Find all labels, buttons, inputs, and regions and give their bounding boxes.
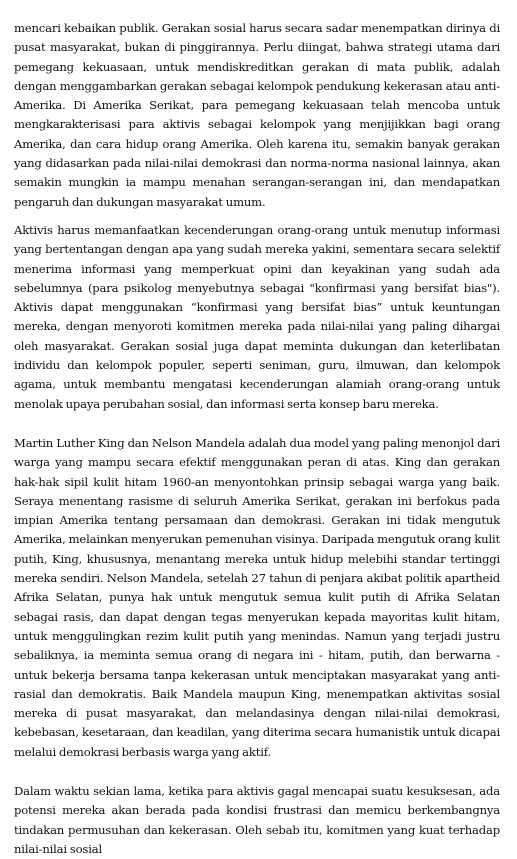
paragraph-1: mencari kebaikan publik. Gerakan sosial harus secara sadar menempatkan dirinya di pusat masyarakat, bukan di pinggirannya. Perlu diingat, bahwa strategi utama dari pemegang kekuasaan, untuk mendiskreditkan gerakan di mata publik, adalah dengan menggambarkan gerakan sebagai kelompok pendukung kekerasan atau anti-Amerika. Di Amerika Serikat, para pemegang kekuasaan telah mencoba untuk mengkarakterisasi para aktivis sebagai kelompok yang menjijikkan bagi orang Amerika, dan cara hidup orang Amerika. Oleh karena itu, semakin banyak gerakan yang didasarkan pada nilai-nilai demokrasi dan norma-norma nasional lainnya, akan semakin mungkin ia mampu menahan serangan-serangan ini, dan mendapatkan pengaruh dan dukungan masyarakat umum. [14,21,500,209]
paragraph-4: Dalam waktu sekian lama, ketika para aktivis gagal mencapai suatu kesuksesan, ada potensi mereka akan berada pada kondisi frustrasi dan memicu berkembangnya tindakan permusuhan dan kekerasan. Oleh sebab itu, komitmen yang kuat terhadap nilai-nilai sosial [14,783,500,856]
body-text [14,19,500,859]
paragraph-3: Martin Luther King dan Nelson Mandela adalah dua model yang paling menonjol dari warga yang mampu secara efektif menggunakan peran di atas. King dan gerakan hak-hak sipil kulit hitam 1960-an menyontohkan prinsip sebagai warga yang baik. Seraya menentang rasisme di seluruh Amerika Serikat, gerakan ini berfokus pada impian Amerika tentang persamaan dan demokrasi. Gerakan ini tidak mengutuk Amerika, melainkan menyerukan pemenuhan visinya. Daripada mengutuk orang kulit putih, King, khususnya, menantang mereka untuk hidup melebihi standar tertinggi mereka sendiri. Nelson Mandela, setelah 27 tahun di penjara akibat politik apartheid Afrika Selatan, punya hak untuk mengutuk semua kulit putih di Afrika Selatan sebagai rasis, dan dapat dengan tegas menyerukan kepada mayoritas kulit hitam, untuk menggulingkan rezim kulit putih yang menindas. Namun yang terjadi justru sebaliknya, ia meminta semua orang di negara ini - hitam, putih, dan berwarna - untuk bekerja bersama tanpa kekerasan untuk menciptakan masyarakat yang anti-rasial dan demokratis. Baik Mandela maupun King, menempatkan aktivitas sosial mereka di pusat masyarakat, dan melandasinya dengan nilai-nilai demokrasi, kebebasan, kesetaraan, dan keadilan, yang diterima secara humanistik untuk dicapai melalui demokrasi berbasis warga yang aktif. [14,435,500,759]
paragraph-2: Aktivis harus memanfaatkan kecenderungan orang-orang untuk menutup informasi yang bertentangan dengan apa yang sudah mereka yakini, sementara secara selektif menerima informasi yang memperkuat opini dan keyakinan yang sudah ada sebelumnya (para psikolog menyebutnya sebagai "konfirmasi yang bersifat bias"). Aktivis dapat menggunakan “konfirmasi yang bersifat bias” untuk keuntungan mereka, dengan menyoroti komitmen mereka pada nilai-nilai yang paling dihargai oleh masyarakat. Gerakan sosial juga dapat meminta dukungan dan keterlibatan individu dan kelompok populer, seperti seniman, guru, ilmuwan, dan kelompok agama, untuk membantu mengatasi kecenderungan alamiah orang-orang untuk menolak upaya perubahan sosial, dan informasi serta konsep baru mereka. [14,222,500,411]
